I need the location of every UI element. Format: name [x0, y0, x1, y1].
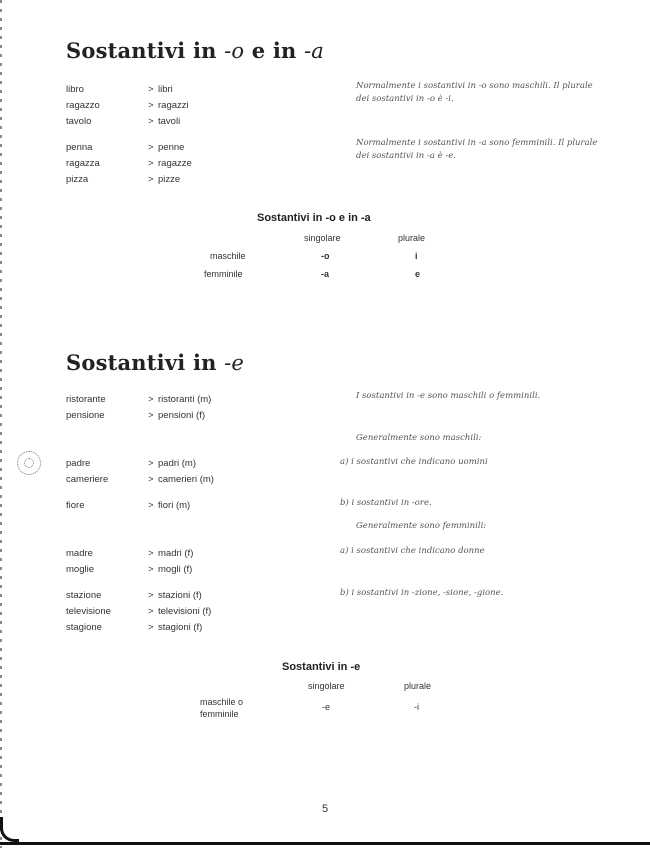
page-number: 5	[322, 803, 329, 815]
row-label-maschile: maschile	[210, 251, 246, 261]
section-title-o-a: Sostantivi in -o e in -a	[66, 38, 325, 63]
col-header-plurale: plurale	[404, 681, 432, 691]
scan-bottom-edge	[0, 836, 650, 848]
row-label-maschile-o: maschile o	[200, 697, 244, 707]
row-label-femminile: femminile	[204, 269, 243, 279]
note-fem-header: Generalmente sono femminili:	[356, 521, 487, 531]
row-label-femminile: femminile	[200, 709, 239, 719]
cell-plur-fem: e	[415, 269, 421, 279]
cell-sing-fem: -a	[321, 269, 330, 279]
note-masc-a: a) i sostantivi che indicano uomini	[340, 457, 488, 467]
note-fem-b: b) i sostantivi in -zione, -sione, -gione.	[340, 588, 504, 598]
table-title-e: Sostantivi in -e	[282, 661, 361, 673]
cell-plur-i: -i	[414, 702, 419, 712]
col-header-singolare: singolare	[308, 681, 345, 691]
note-masculine-o: Normalmente i sostantivi in -o sono maschili. Il plurale dei sostantivi in -o è -i.	[356, 81, 593, 104]
note-masc-b: b) i sostantivi in -ore.	[340, 498, 432, 508]
table-title-o-a: Sostantivi in -o e in -a	[257, 212, 371, 224]
note-masc-header: Generalmente sono maschili:	[356, 433, 482, 443]
cell-plur-masc: i	[415, 251, 418, 261]
scan-left-edge	[0, 0, 2, 848]
note-e-gender: I sostantivi in -e sono maschili o femminili.	[356, 391, 541, 401]
note-fem-a: a) i sostantivi che indicano donne	[340, 546, 485, 556]
col-header-singolare: singolare	[304, 233, 341, 243]
col-header-plurale: plurale	[398, 233, 426, 243]
cell-sing-masc: -o	[321, 251, 330, 261]
library-stamp-icon	[17, 451, 41, 475]
section-title-e: Sostantivi in -e	[66, 350, 245, 375]
cell-sing-e: -e	[322, 702, 331, 712]
textbook-page: Sostantivi in -o e in -a libro > libri ragazzo > ragazzi tavolo > tavoli penna > penne ragazza > ragazze pizza > pizze Normalmente i sostantivi in -o sono maschili. Il plurale dei sostantivi in -o è -i. Normalmente i sostantivi in -a sono femminili. Il plurale dei sostantivi in -a è -e. Sostantivi in -o e in -a singolare plurale maschile -o i femminile -a e Sostantivi in -e ristorante > ristoranti (m) pensione > pensioni (f) padre > padri (m) cameriere > camerieri (m) fiore > fiori (m) madre > madri (f) moglie > mogli (f) stazione > stazioni (f) televisione > televisioni (f) stagione > stagioni (f) I sostantivi in -e sono maschili o femminili. Generalmente sono maschili: a) i sostantivi che indicano uomini b) i sostantivi in -ore. Generalmente sono femminili: a) i sostantivi che indicano donne b) i sostantivi in -zione, -sione, -gione. Sostantivi in -e singolare plurale maschile o femminile -e -i 5	[0, 0, 650, 848]
note-feminine-a: Normalmente i sostantivi in -a sono femminili. Il plurale dei sostantivi in -a è -e.	[356, 138, 598, 161]
